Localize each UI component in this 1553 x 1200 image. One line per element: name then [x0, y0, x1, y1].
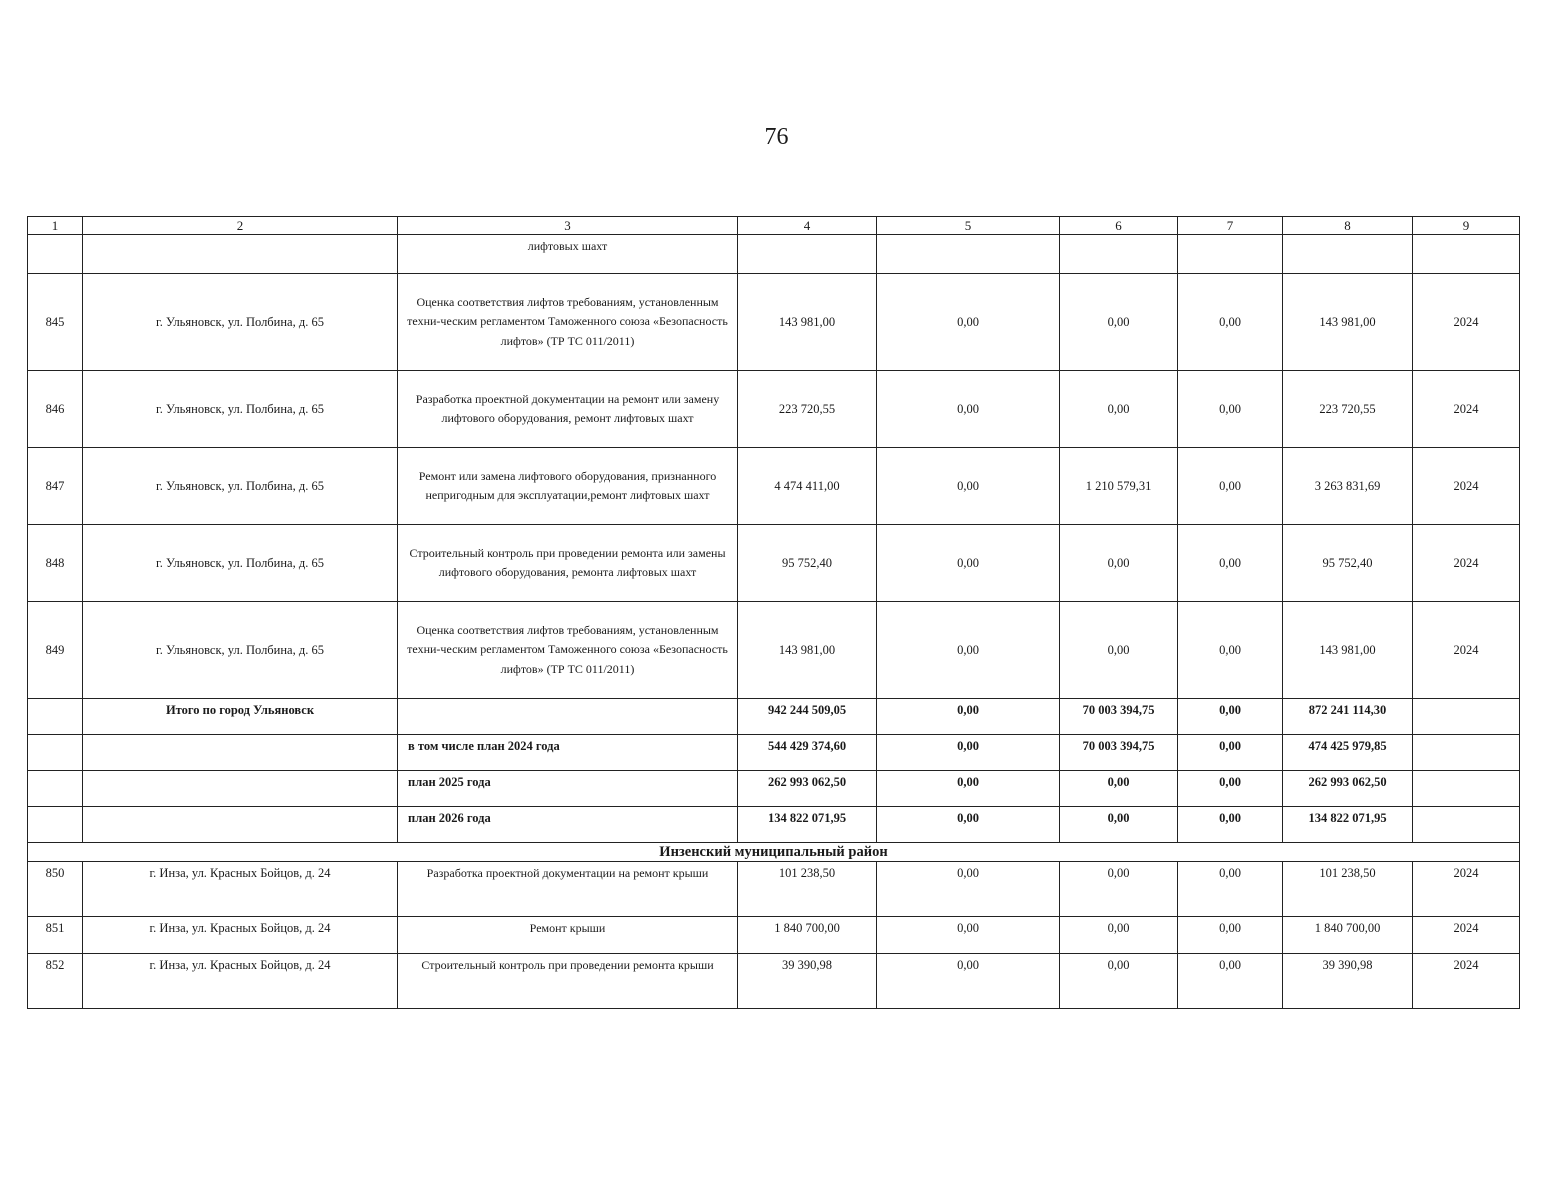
- cell-col6: 0,00: [1060, 771, 1178, 807]
- cell-col5: 0,00: [877, 862, 1060, 917]
- district-header-row: [28, 843, 1520, 862]
- cell-col5: 0,00: [877, 807, 1060, 843]
- cell-col5: 0,00: [877, 699, 1060, 735]
- plan-label: в том числе план 2024 года: [398, 735, 738, 771]
- row-number: 846: [28, 371, 83, 448]
- cell-col7: 0,00: [1178, 954, 1283, 1009]
- cell-col5: 0,00: [877, 602, 1060, 699]
- column-number: 9: [1413, 217, 1520, 235]
- cell-year: 2024: [1413, 371, 1520, 448]
- work-description: лифтовых шахт: [398, 235, 738, 274]
- cell-year: 2024: [1413, 448, 1520, 525]
- cell-col4: 942 244 509,05: [738, 699, 877, 735]
- plan-row: [28, 807, 1520, 843]
- address: г. Ульяновск, ул. Полбина, д. 65: [83, 274, 398, 371]
- column-number: 7: [1178, 217, 1283, 235]
- column-number: 2: [83, 217, 398, 235]
- cell-col8: 474 425 979,85: [1283, 735, 1413, 771]
- table-row: [28, 917, 1520, 954]
- page-number: 76: [764, 124, 789, 150]
- row-number: 850: [28, 862, 83, 917]
- cell-col6: 0,00: [1060, 917, 1178, 954]
- cell-col5: 0,00: [877, 735, 1060, 771]
- cell-year: 2024: [1413, 917, 1520, 954]
- cell-col6: 70 003 394,75: [1060, 699, 1178, 735]
- cell-col6: 0,00: [1060, 371, 1178, 448]
- address: г. Инза, ул. Красных Бойцов, д. 24: [83, 917, 398, 954]
- cell-col7: 0,00: [1178, 771, 1283, 807]
- cell-col4: 4 474 411,00: [738, 448, 877, 525]
- cell-col8: 101 238,50: [1283, 862, 1413, 917]
- work-description: Разработка проектной документации на ремонт или замену лифтового оборудования, ремонт лифтовых шахт: [398, 371, 738, 448]
- cell-col6: 0,00: [1060, 954, 1178, 1009]
- cell-col7: 0,00: [1178, 699, 1283, 735]
- row-number: 848: [28, 525, 83, 602]
- row-number: 852: [28, 954, 83, 1009]
- plan-label: план 2026 года: [398, 807, 738, 843]
- column-number: 4: [738, 217, 877, 235]
- table-row: [28, 954, 1520, 1009]
- cell-col4: 39 390,98: [738, 954, 877, 1009]
- cell-col8: 134 822 071,95: [1283, 807, 1413, 843]
- cell-col4: 223 720,55: [738, 371, 877, 448]
- column-number: 8: [1283, 217, 1413, 235]
- cell-col7: 0,00: [1178, 807, 1283, 843]
- cell-col6: 0,00: [1060, 525, 1178, 602]
- cell-col7: 0,00: [1178, 917, 1283, 954]
- cell-col4: 134 822 071,95: [738, 807, 877, 843]
- continuation-row: [28, 235, 1520, 274]
- cell-col4: 95 752,40: [738, 525, 877, 602]
- column-number: 3: [398, 217, 738, 235]
- plan-row: [28, 735, 1520, 771]
- row-number: 847: [28, 448, 83, 525]
- capital-repair-table: [27, 216, 1520, 1009]
- cell-col6: 0,00: [1060, 602, 1178, 699]
- cell-col7: 0,00: [1178, 274, 1283, 371]
- cell-col5: 0,00: [877, 525, 1060, 602]
- table-row: [28, 525, 1520, 602]
- cell-year: 2024: [1413, 862, 1520, 917]
- cell-col8: 872 241 114,30: [1283, 699, 1413, 735]
- cell-col5: 0,00: [877, 448, 1060, 525]
- cell-col5: 0,00: [877, 274, 1060, 371]
- address: г. Ульяновск, ул. Полбина, д. 65: [83, 525, 398, 602]
- cell-col8: 262 993 062,50: [1283, 771, 1413, 807]
- table-row: [28, 602, 1520, 699]
- cell-col8: 223 720,55: [1283, 371, 1413, 448]
- table-row: [28, 448, 1520, 525]
- cell-col4: 262 993 062,50: [738, 771, 877, 807]
- address: г. Ульяновск, ул. Полбина, д. 65: [83, 602, 398, 699]
- plan-label: план 2025 года: [398, 771, 738, 807]
- cell-col5: 0,00: [877, 371, 1060, 448]
- cell-col5: 0,00: [877, 771, 1060, 807]
- cell-col6: 0,00: [1060, 862, 1178, 917]
- work-description: Оценка соответствия лифтов требованиям, установленным техни-ческим регламентом Таможенного союза «Безопасность лифтов» (ТР ТС 011/2011): [398, 602, 738, 699]
- column-number: 1: [28, 217, 83, 235]
- cell-col7: 0,00: [1178, 371, 1283, 448]
- table-row: [28, 274, 1520, 371]
- row-number: 851: [28, 917, 83, 954]
- work-description: Строительный контроль при проведении ремонта или замены лифтового оборудования, ремонта лифтовых шахт: [398, 525, 738, 602]
- cell-year: 2024: [1413, 954, 1520, 1009]
- address: г. Инза, ул. Красных Бойцов, д. 24: [83, 862, 398, 917]
- cell-year: 2024: [1413, 525, 1520, 602]
- column-number-row: [28, 217, 1520, 235]
- cell-col6: 70 003 394,75: [1060, 735, 1178, 771]
- cell-col8: 3 263 831,69: [1283, 448, 1413, 525]
- cell-col5: 0,00: [877, 917, 1060, 954]
- work-description: Ремонт крыши: [398, 917, 738, 954]
- cell-col8: 95 752,40: [1283, 525, 1413, 602]
- cell-col7: 0,00: [1178, 862, 1283, 917]
- cell-year: 2024: [1413, 602, 1520, 699]
- column-number: 5: [877, 217, 1060, 235]
- cell-col4: 101 238,50: [738, 862, 877, 917]
- cell-col4: 1 840 700,00: [738, 917, 877, 954]
- cell-col7: 0,00: [1178, 525, 1283, 602]
- work-description: Ремонт или замена лифтового оборудования, признанного непригодным для эксплуатации,ремонт лифтовых шахт: [398, 448, 738, 525]
- cell-col7: 0,00: [1178, 602, 1283, 699]
- cell-col4: 143 981,00: [738, 274, 877, 371]
- table-row: [28, 862, 1520, 917]
- table-row: [28, 371, 1520, 448]
- cell-col8: 143 981,00: [1283, 274, 1413, 371]
- district-title: Инзенский муниципальный район: [28, 843, 1520, 862]
- cell-col6: 1 210 579,31: [1060, 448, 1178, 525]
- cell-col8: 1 840 700,00: [1283, 917, 1413, 954]
- cell-col4: 143 981,00: [738, 602, 877, 699]
- cell-col6: 0,00: [1060, 807, 1178, 843]
- work-description: Оценка соответствия лифтов требованиям, установленным техни-ческим регламентом Таможенного союза «Безопасность лифтов» (ТР ТС 011/2011): [398, 274, 738, 371]
- work-description: Строительный контроль при проведении ремонта крыши: [398, 954, 738, 1009]
- cell-col5: 0,00: [877, 954, 1060, 1009]
- address: г. Ульяновск, ул. Полбина, д. 65: [83, 448, 398, 525]
- work-description: Разработка проектной документации на ремонт крыши: [398, 862, 738, 917]
- address: г. Ульяновск, ул. Полбина, д. 65: [83, 371, 398, 448]
- cell-col6: 0,00: [1060, 274, 1178, 371]
- cell-col8: 39 390,98: [1283, 954, 1413, 1009]
- column-number: 6: [1060, 217, 1178, 235]
- cell-col7: 0,00: [1178, 735, 1283, 771]
- address: г. Инза, ул. Красных Бойцов, д. 24: [83, 954, 398, 1009]
- cell-col7: 0,00: [1178, 448, 1283, 525]
- cell-col4: 544 429 374,60: [738, 735, 877, 771]
- cell-year: 2024: [1413, 274, 1520, 371]
- plan-row: [28, 771, 1520, 807]
- row-number: 849: [28, 602, 83, 699]
- row-number: 845: [28, 274, 83, 371]
- total-row: [28, 699, 1520, 735]
- total-label: Итого по город Ульяновск: [83, 699, 398, 735]
- cell-col8: 143 981,00: [1283, 602, 1413, 699]
